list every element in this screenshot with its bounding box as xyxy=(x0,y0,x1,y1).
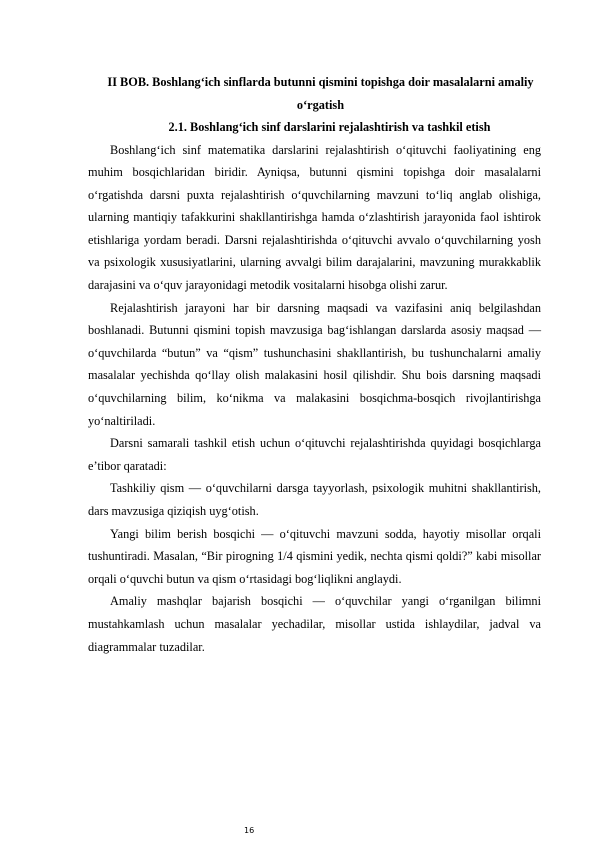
page-number: 16 xyxy=(244,826,255,835)
paragraph-new-knowledge-stage: Yangi bilim berish bosqichi — o‘qituvchi mavzuni sodda, hayotiy misollar orqali tushuntiradi. Masalan, “Bir pirogning 1/4 qismini yedik, nechta qismi qoldi?” kabi misollar orqali o‘quvchi butun va qism o‘rtasidagi bog‘liqlikni anglaydi. xyxy=(88,526,541,586)
paragraph-lesson-stages-intro: Darsni samarali tashkil etish uchun o‘qituvchi rejalashtirishda quyidagi bosqichlarga e’tibor qaratadi: xyxy=(88,436,541,473)
page-content xyxy=(88,71,541,658)
chapter-title: II BOB. Boshlang‘ich sinflarda butunni qismini topishga doir masalalarni amaliy o‘rgatish xyxy=(107,75,534,112)
paragraph-organizational-stage: Tashkiliy qism — o‘quvchilarni darsga tayyorlash, psixologik muhitni shakllantirish, dars mavzusiga qiziqish uyg‘otish. xyxy=(88,481,541,518)
section-title: 2.1. Boshlang‘ich sinf darslarini rejalashtirish va tashkil etish xyxy=(168,120,491,134)
paragraph-planning-importance: Boshlang‘ich sinf matematika darslarini rejalashtirish o‘qituvchi faoliyatining eng muhim bosqichlaridan biridir. Ayniqsa, butunni qismini topishga doir masalalarni o‘rgatishda darsni puxta rejalashtirish o‘quvchilarning mavzuni to‘liq anglab olishiga, ularning mantiqiy tafakkurini shakllantirishga hamda o‘zlashtirish jarayonida faol ishtirok etishlariga yordam beradi. Darsni rejalashtirishda o‘qituvchi avvalo o‘quvchilarning yosh va psixologik xususiyatlarini, ularning avvalgi bilim darajalarini, mavzuning murakkablik darajasini va o‘quv jarayonidagi metodik vositalarni hisobga olishi zarur. xyxy=(88,142,541,293)
paragraph-planning-goals: Rejalashtirish jarayoni har bir darsning maqsadi va vazifasini aniq belgilashdan boshlanadi. Butunni qismini topish mavzusiga bag‘ishlangan darslarda asosiy maqsad — o‘quvchilarda “butun” va “qism” tushunchasini shakllantirish, bu tushunchalarni amaliy masalalar yechishda qo‘llay olish malakasini hosil qilishdir. Shu bois darsning maqsadi o‘quvchilarning bilim, ko‘nikma va malakasini bosqichma-bosqich rivojlantirishga yo‘naltiriladi. xyxy=(88,300,541,428)
paragraph-practice-stage: Amaliy mashqlar bajarish bosqichi — o‘quvchilar yangi o‘rganilgan bilimni mustahkamlash uchun masalalar yechadilar, misollar ustida ishlaydilar, jadval va diagrammalar tuzadilar. xyxy=(88,594,541,654)
